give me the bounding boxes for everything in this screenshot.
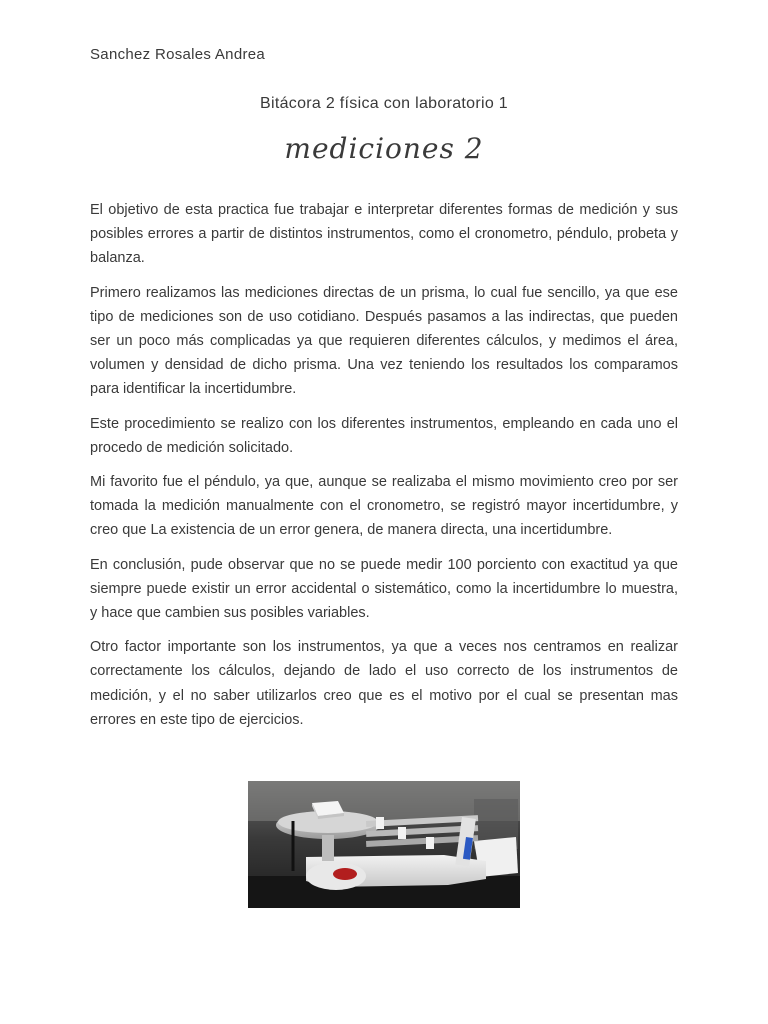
balance-photo xyxy=(248,781,520,908)
document-title: Bitácora 2 física con laboratorio 1 xyxy=(260,95,508,112)
paragraph: Este procedimiento se realizo con los diferentes instrumentos, empleando en cada uno el procedo de medición solicitado. xyxy=(90,415,678,456)
paragraph: El objetivo de esta practica fue trabajar e interpretar diferentes formas de medición y sus posibles errores a partir de distintos instrumentos, como el cronometro, péndulo, probeta y balanza. xyxy=(90,202,678,267)
handwritten-subtitle: mediciones 2 xyxy=(284,132,484,165)
paragraph: Primero realizamos las mediciones directas de un prisma, lo cual fue sencillo, ya que ese tipo de mediciones son de uso cotidiano. Después pasamos a las indirectas, que pueden ser un poco más complicadas ya que requieren diferentes cálculos, y medimos el área, volumen y densidad de dicho prisma. Una vez teniendo los resultados los comparamos para identificar la incertidumbre. xyxy=(90,284,678,398)
logo-plate xyxy=(333,868,357,880)
paragraph: Otro factor importante son los instrumentos, ya que a veces nos centramos en realizar correctamente los cálculos, dejando de lado el uso correcto de los instrumentos de medición, y el no saber utilizarlos creo que es el motivo por el cual se presentan mas errores en este tipo de ejercicios. xyxy=(90,639,678,728)
paragraph: Mi favorito fue el péndulo, ya que, aunque se realizaba el mismo movimiento creo por ser tomada la medición manualmente con el cronometro, se registró mayor incertidumbre, y creo que La existencia de un error genera, de manera directa, una incertidumbre. xyxy=(90,474,678,539)
body-text xyxy=(90,198,678,742)
paragraph: En conclusión, pude observar que no se puede medir 100 porciento con exactitud ya que siempre puede existir un error accidental o sistemático, como la incertidumbre lo muestra, y hace que cambien sus posibles variables. xyxy=(90,556,678,622)
author-name: Sanchez Rosales Andrea xyxy=(90,46,266,63)
